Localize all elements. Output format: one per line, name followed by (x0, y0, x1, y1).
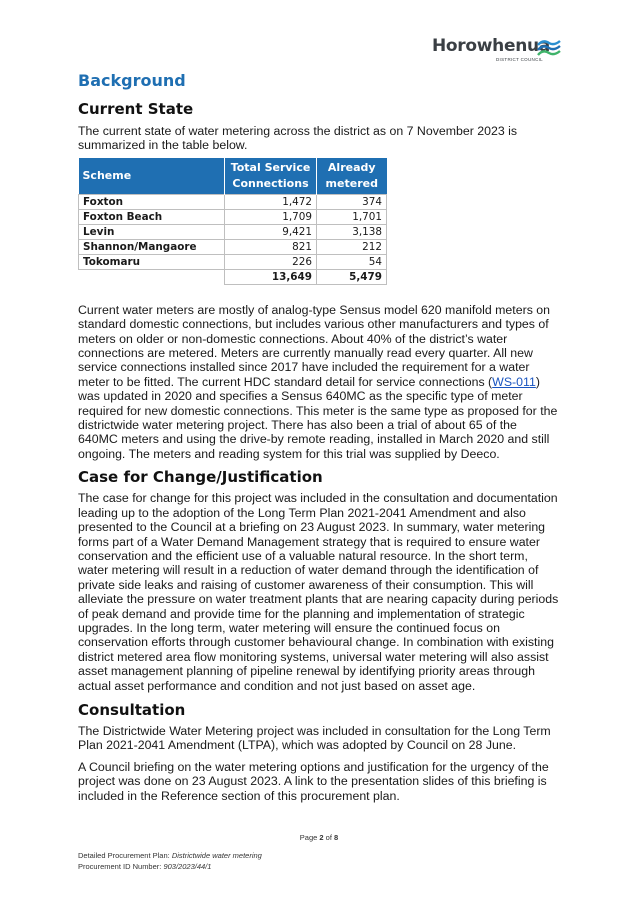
id-label: Procurement ID Number: (78, 862, 164, 871)
scheme-cell: Tokomaru (79, 254, 225, 269)
plan-label: Detailed Procurement Plan: (78, 851, 172, 860)
header-scheme: Scheme (79, 158, 225, 195)
scheme-cell: Levin (79, 224, 225, 239)
page-of: of (323, 833, 335, 842)
page-footer (78, 833, 560, 872)
table-row (79, 254, 387, 269)
connections-table (78, 158, 387, 285)
metered-cell: 54 (317, 254, 387, 269)
consultation-paragraph-1: The Districtwide Water Metering project was included in consultation for the Long Term Plan 2021-2041 Amendment (LTPA), which was adopted by Council on 28 June. (78, 723, 551, 753)
scheme-cell: Foxton Beach (79, 209, 225, 224)
connections-cell: 1,709 (225, 209, 317, 224)
document-body (78, 68, 560, 803)
case-for-change-paragraph: The case for change for this project was included in the consultation and documentation leading up to the adoption of the Long Term Plan 2021-2041 Amendment and also presented to the Council at a briefing on 23 August 2023. In summary, water metering forms part of a Water Demand Management strategy that is required to ensure water conservation and the efficient use of a valuable natural resource. In the short term, water metering will result in a reduction of water demand through the identification of private side leaks and raising of customer awareness of their consumption. This will alleviate the pressure on water treatment plants that are nearing capacity during periods of peak demand and provide time for the planning and implementation of strategic upgrades. In the long term, water metering will ensure the continued focus on conservation efforts through customer behavioural change. In combination with existing district metered area flow monitoring systems, universal water metering will also assist asset management planning of pipeline renewal by identifying priority areas through actual asset performance and condition and not just based on asset age. (78, 491, 559, 693)
header-connections: Total Service Connections (225, 158, 317, 195)
table-row (79, 239, 387, 254)
table-row (79, 209, 387, 224)
metered-cell: 1,701 (317, 209, 387, 224)
paragraph-text-after-link: ) was updated in 2020 and specifies a Sensus 640MC as the specific type of meter required for new domestic connections. This meter is the same type as proposed for the districtwide water metering project. There has also been a trial of about 65 of the 640MC meters and using the drive-by remote reading, installed in March 2020 and still ongoing. The meters and reading system for this trial was supplied by Deeco. (78, 374, 558, 461)
page-current: 2 (319, 833, 324, 842)
background-heading: Background (78, 71, 186, 90)
logo-subtitle: DISTRICT COUNCIL (496, 57, 543, 62)
table-row (79, 224, 387, 239)
logo-name: Horowhenua (432, 36, 550, 56)
metered-cell: 212 (317, 239, 387, 254)
table-total-row (79, 269, 387, 284)
case-for-change-heading: Case for Change/Justification (78, 468, 323, 487)
consultation-paragraph-2: A Council briefing on the water metering options and justification for the urgency of the project was done on 23 August 2023. A link to the presentation slides of this briefing is included in the Reference section of this procurement plan. (78, 759, 549, 803)
ws-011-link[interactable]: WS-011 (492, 374, 536, 389)
table-row (79, 194, 387, 209)
page-total: 8 (334, 833, 339, 842)
metered-cell: 3,138 (317, 224, 387, 239)
total-blank-cell (79, 269, 225, 284)
connections-cell: 1,472 (225, 194, 317, 209)
paragraph-text-before-link: Current water meters are mostly of analog-type Sensus model 620 manifold meters on standard domestic connections, but includes various other manufacturers and types of meters on older or non-domestic connections. About 40% of the district’s water connections are metered. Meters are currently manually read every quarter. All new service connections installed since 2017 have included the requirement for a water meter to be fitted. The current HDC standard detail for service connections ( (78, 302, 551, 389)
total-metered-cell: 5,479 (317, 269, 387, 284)
plan-title: Districtwide water metering (171, 851, 262, 860)
current-state-heading: Current State (78, 100, 194, 118)
total-connections-cell: 13,649 (225, 269, 317, 284)
scheme-cell: Foxton (79, 194, 225, 209)
footer-id-line (78, 861, 560, 872)
footer-plan-line (78, 850, 560, 861)
metered-cell: 374 (317, 194, 387, 209)
council-logo (432, 36, 562, 66)
current-state-paragraph (78, 303, 560, 461)
id-value: 903/2023/44/1 (163, 862, 212, 871)
consultation-heading: Consultation (78, 700, 186, 719)
header-metered: Already metered (317, 158, 387, 195)
scheme-cell: Shannon/Mangaore (79, 239, 225, 254)
table-header-row (79, 158, 387, 195)
connections-cell: 821 (225, 239, 317, 254)
wave-bird-icon (536, 37, 562, 59)
current-state-intro: The current state of water metering across the district as on 7 November 2023 is summarized in the table below. (78, 124, 518, 153)
connections-cell: 226 (225, 254, 317, 269)
page-prefix: Page (299, 833, 320, 842)
page-number (78, 833, 560, 842)
connections-cell: 9,421 (225, 224, 317, 239)
